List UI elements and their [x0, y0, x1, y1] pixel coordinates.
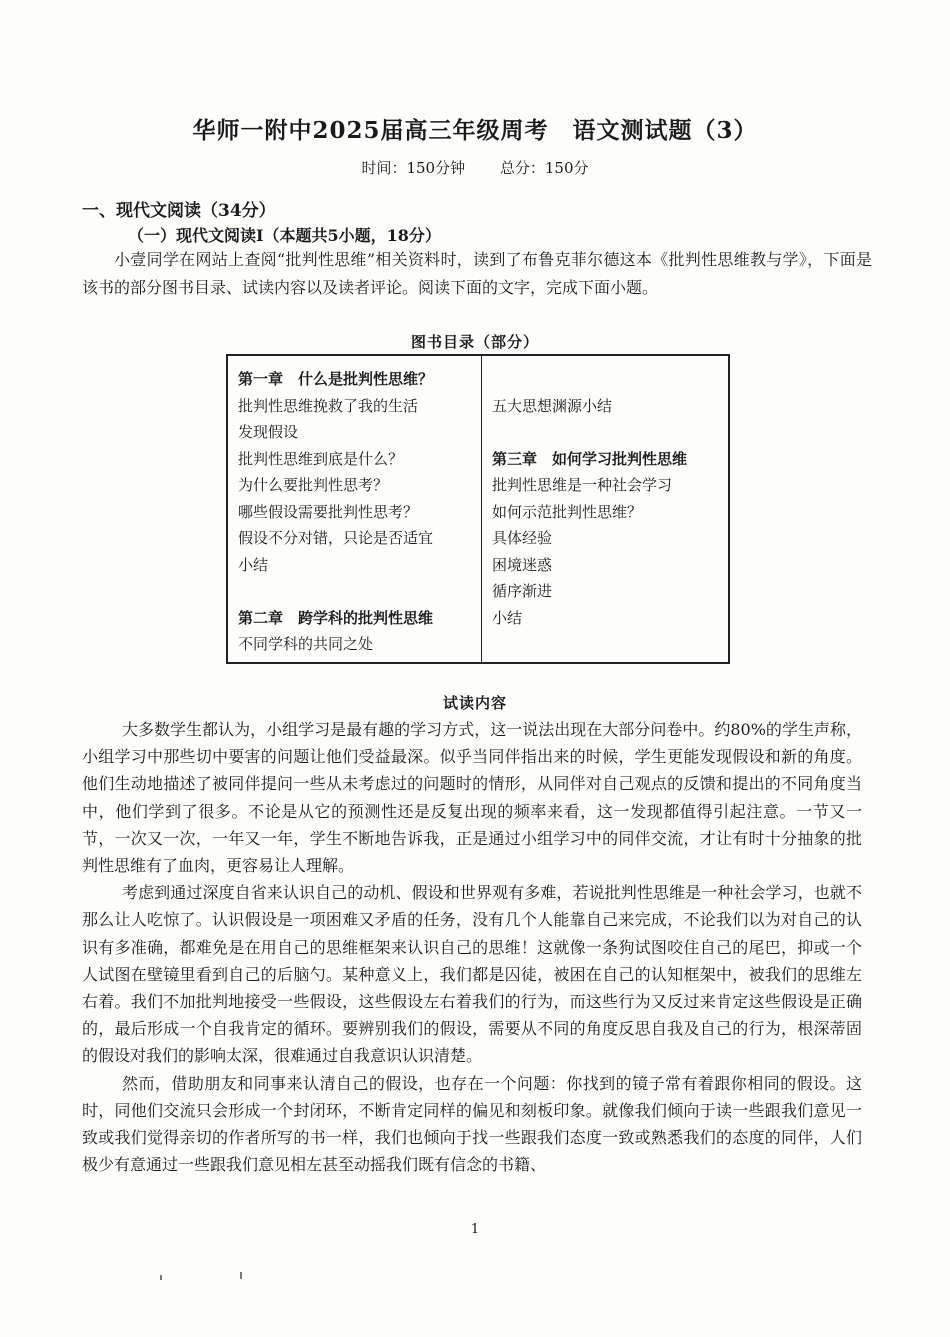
toc-left-column	[228, 356, 482, 662]
scan-speck	[160, 1275, 162, 1280]
excerpt-title: 试读内容	[442, 694, 507, 712]
toc-item: 哪些假设需要批判性思考？	[238, 502, 419, 521]
reading-intro: 小壹同学在网站上查阅“批判性思维”相关资料时，读到了布鲁克菲尔德这本《批判性思维教与学》，下面是该书的部分图书目录、试读内容以及读者评论。阅读下面的文字，完成下面小题。	[82, 250, 872, 297]
toc-chapter-1: 第一章 什么是批判性思维？	[238, 370, 434, 388]
excerpt-paragraph: 考虑到通过深度自省来认识自己的动机、假设和世界观有多难，若说批判性思维是一种社会学习，也就不那么让人吃惊了。认识假设是一项困难又矛盾的任务，没有几个人能靠自己来完成，不论我们以为对自己的认识有多准确，都难免是在用自己的思维框架来认识自己的思维！这就像一条狗试图咬住自己的尾巴，抑或一个人试图在壁镜里看到自己的后脑勺。某种意义上，我们都是囚徒，被困在自己的认知框架中，被我们的思维左右着。我们不加批判地接受一些假设，这些假设左右着我们的行为，而这些行为又反过来肯定这些假设是正确的，最后形成一个自我肯定的循环。要辨别我们的假设，需要从不同的角度反思自我及自己的行为，根深蒂固的假设对我们的影响太深，很难通过自我意识认识清楚。	[82, 883, 862, 1066]
exam-score: 总分：150分	[499, 159, 589, 177]
toc-chapter-2: 第二章 跨学科的批判性思维	[238, 608, 434, 627]
toc-item: 具体经验	[492, 529, 553, 547]
excerpt-body	[82, 716, 862, 1178]
toc-item: 批判性思维是一种社会学习	[492, 476, 673, 494]
toc-chapter-3: 第三章 如何学习批判性思维	[492, 449, 688, 468]
toc-caption: 图书目录（部分）	[410, 333, 539, 351]
toc-item: 为什么要批判性思考？	[238, 476, 389, 494]
subsection-heading: （一）现代文阅读Ⅰ（本题共5小题，18分）	[128, 226, 441, 245]
toc-item: 假设不分对错，只论是否适宜	[238, 529, 434, 547]
toc-item: 困境迷惑	[492, 555, 553, 574]
toc-spacer	[238, 578, 481, 605]
toc-item: 小结	[238, 555, 269, 574]
excerpt-paragraph: 大多数学生都认为，小组学习是最有趣的学习方式，这一说法出现在大部分问卷中。约80%的学生声称，小组学习中那些切中要害的问题让他们受益最深。似乎当同伴指出来的时候，学生更能发现假设和新的角度。他们生动地描述了被同伴提问一些从未考虑过的问题时的情形，从同伴对自己观点的反馈和提出的不同角度当中，他们学到了很多。不论是从它的预测性还是反复出现的频率来看，这一发现都值得引起注意。一节又一节，一次又一次，一年又一年，学生不断地告诉我，正是通过小组学习中的同伴交流，才让有时十分抽象的批判性思维有了血肉，更容易让人理解。	[82, 720, 862, 876]
page-number: 1	[470, 1222, 480, 1237]
toc-spacer	[492, 366, 728, 393]
toc-spacer	[492, 419, 728, 446]
exam-meta	[0, 157, 950, 178]
toc-item: 小结	[492, 608, 523, 627]
section-heading: 一、现代文阅读（34分）	[82, 201, 276, 221]
toc-item: 批判性思维挽救了我的生活	[238, 396, 419, 415]
toc-item: 发现假设	[238, 423, 299, 441]
toc-item: 循序渐进	[492, 582, 553, 600]
exam-time: 时间：150分钟	[361, 159, 466, 177]
toc-table	[226, 354, 730, 664]
scan-speck	[240, 1272, 242, 1279]
toc-item: 批判性思维到底是什么？	[238, 449, 404, 468]
excerpt-paragraph: 然而，借助朋友和同事来认清自己的假设，也存在一个问题：你找到的镜子常有着跟你相同的假设。这时，同他们交流只会形成一个封闭环，不断肯定同样的偏见和刻板印象。就像我们倾向于读一些跟我们意见一致或我们觉得亲切的作者所写的书一样，我们也倾向于找一些跟我们态度一致或熟悉我们的态度的同伴，人们极少有意通过一些跟我们意见相左甚至动摇我们既有信念的书籍、	[82, 1073, 862, 1175]
toc-item: 如何示范批判性思维？	[492, 502, 643, 521]
toc-right-column	[482, 356, 728, 662]
toc-item: 不同学科的共同之处	[238, 635, 374, 653]
toc-item: 五大思想渊源小结	[492, 396, 613, 415]
exam-title: 华师一附中2025届高三年级周考 语文测试题（3）	[192, 117, 758, 144]
